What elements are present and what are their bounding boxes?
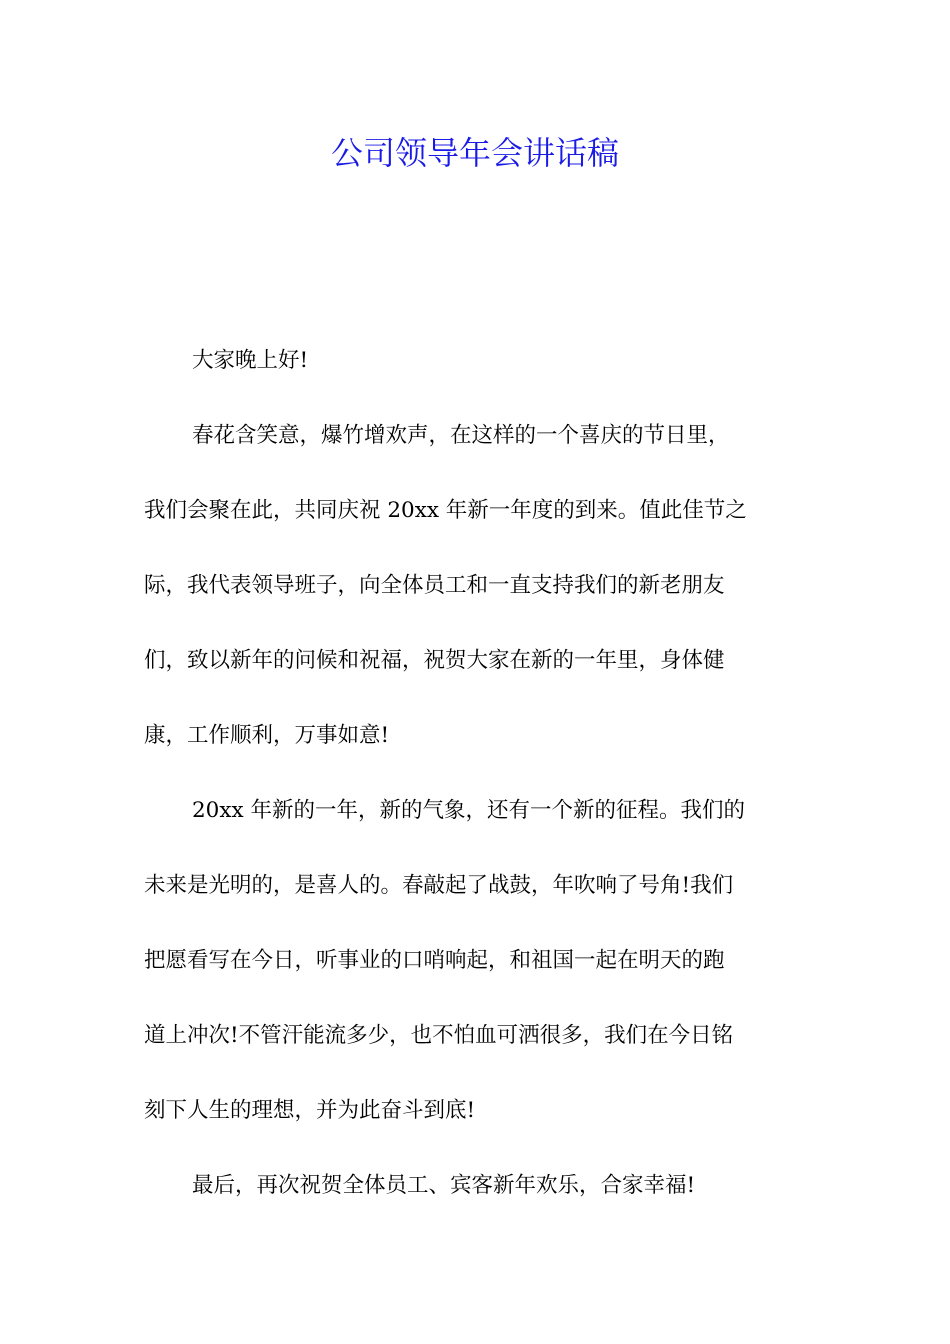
paragraph-3-line-2: 未来是光明的，是喜人的。春敲起了战鼓，年吹响了号角!我们 (144, 873, 734, 898)
paragraph-2-line-2: 我们会聚在此，共同庆祝 20xx 年新一年度的到来。值此佳节之 (144, 498, 747, 523)
paragraph-1-line-1: 大家晚上好! (192, 348, 309, 373)
paragraph-3-line-1: 20xx 年新的一年，新的气象，还有一个新的征程。我们的 (192, 798, 745, 823)
paragraph-3-line-4: 道上冲次!不管汗能流多少，也不怕血可洒很多，我们在今日铭 (144, 1023, 734, 1048)
paragraph-4-line-1: 最后，再次祝贺全体员工、宾客新年欢乐，合家幸福! (192, 1173, 696, 1198)
paragraph-2-line-3: 际，我代表领导班子，向全体员工和一直支持我们的新老朋友 (144, 573, 725, 598)
paragraph-2-line-5: 康，工作顺利，万事如意! (144, 723, 390, 748)
paragraph-3-line-5: 刻下人生的理想，并为此奋斗到底! (144, 1098, 476, 1123)
document-body (144, 342, 806, 1242)
paragraph-2-line-4: 们，致以新年的问候和祝福，祝贺大家在新的一年里，身体健 (144, 648, 725, 673)
document-title: 公司领导年会讲话稿 (330, 134, 619, 172)
paragraph-3-line-3: 把愿看写在今日，听事业的口哨响起，和祖国一起在明天的跑 (144, 948, 725, 973)
paragraph-2-line-1: 春花含笑意，爆竹增欢声，在这样的一个喜庆的节日里， (192, 423, 730, 448)
